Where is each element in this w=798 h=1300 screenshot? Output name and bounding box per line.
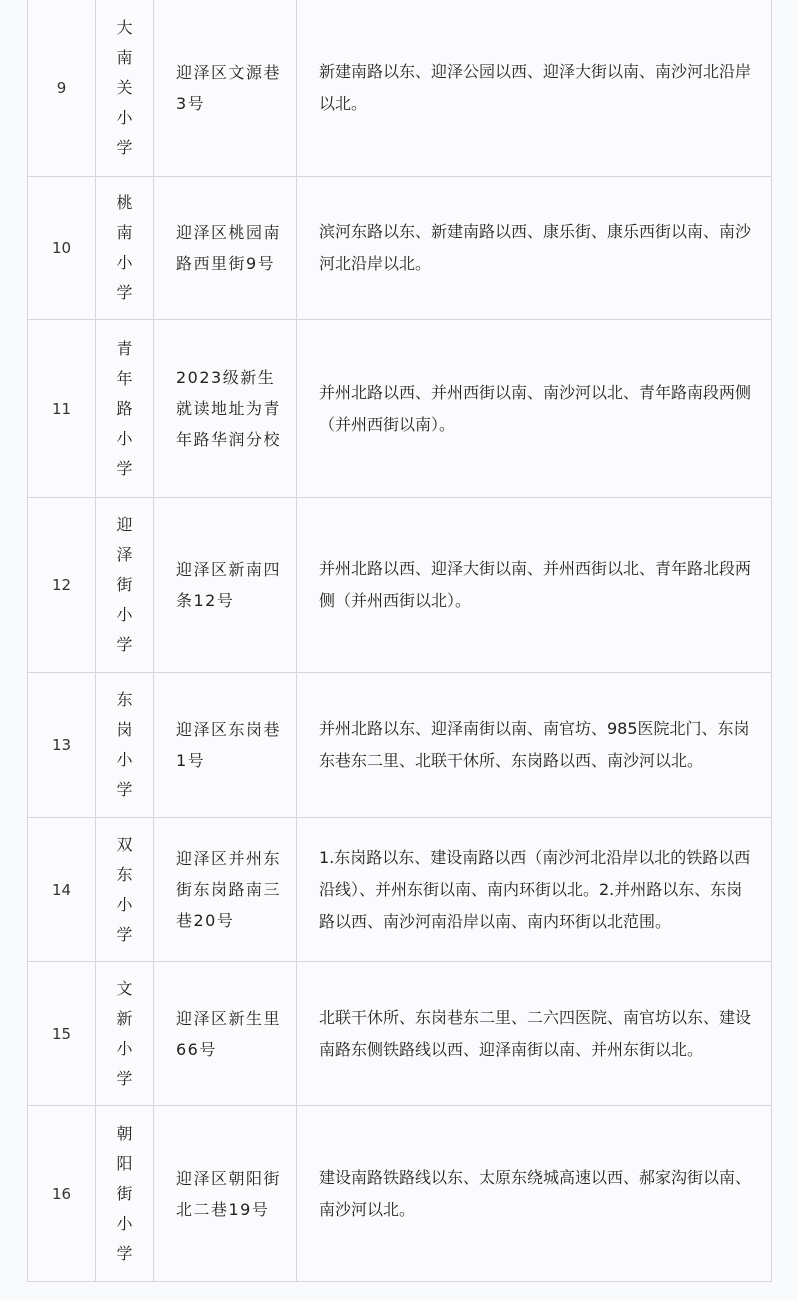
row-number: 15: [28, 962, 96, 1106]
school-name-char: 小: [116, 428, 133, 448]
school-name-char: 街: [116, 575, 133, 594]
enrollment-range: 并州北路以东、迎泽南街以南、南官坊、985医院北门、东岗东巷东二里、北联干休所、东岗路以西、南沙河以北。: [297, 673, 772, 818]
enrollment-range: 滨河东路以东、新建南路以西、康乐街、康乐西街以南、南沙河北沿岸以北。: [297, 177, 772, 320]
table-row: [28, 673, 772, 818]
school-name-char: 小: [116, 253, 133, 272]
school-name-char: 路: [116, 398, 133, 418]
school-name-char: 东: [116, 690, 133, 709]
school-name-char: 阳: [116, 1153, 133, 1173]
school-name-char: 学: [116, 1068, 133, 1088]
school-name: [96, 818, 154, 962]
table-row: [28, 818, 772, 962]
row-number: 12: [28, 498, 96, 673]
school-name: [96, 673, 154, 818]
row-number: 14: [28, 818, 96, 962]
enrollment-range: 1.东岗路以东、建设南路以西（南沙河北沿岸以北的铁路以西沿线）、并州东街以南、南内环街以北。2.并州路以东、东岗路以西、南沙河南沿岸以南、南内环街以北范围。: [297, 818, 772, 962]
school-name-char: 学: [116, 780, 133, 799]
school-name-char: 街: [116, 1183, 133, 1203]
school-name-char: 朝: [116, 1123, 133, 1143]
enrollment-range: 北联干休所、东岗巷东二里、二六四医院、南官坊以东、建设南路东侧铁路线以西、迎泽南街以南、并州东街以北。: [297, 962, 772, 1106]
enrollment-range: 并州北路以西、迎泽大街以南、并州西街以北、青年路北段两侧（并州西街以北）。: [297, 498, 772, 673]
school-address: 迎泽区东岗巷1号: [154, 673, 297, 818]
school-name-char: 南: [116, 48, 133, 67]
school-name: [96, 177, 154, 320]
school-address: 迎泽区新南四条12号: [154, 498, 297, 673]
school-address: 迎泽区桃园南路西里街9号: [154, 177, 297, 320]
school-name-char: 学: [116, 1243, 133, 1263]
school-address: 迎泽区文源巷3号: [154, 0, 297, 177]
school-name-char: 学: [116, 283, 133, 302]
school-district-table-container: [27, 0, 771, 1282]
table-row: [28, 0, 772, 177]
row-number: 11: [28, 320, 96, 498]
row-number: 9: [28, 0, 96, 177]
row-number: 13: [28, 673, 96, 818]
school-name-char: 小: [116, 1213, 133, 1233]
school-name-char: 大: [116, 18, 133, 37]
school-name-char: 东: [116, 864, 133, 884]
enrollment-range: 建设南路铁路线以东、太原东绕城高速以西、郝家沟街以南、南沙河以北。: [297, 1106, 772, 1282]
school-name-char: 桃: [116, 193, 133, 212]
school-name: [96, 498, 154, 673]
school-name-char: 青: [116, 338, 133, 358]
school-name: [96, 1106, 154, 1282]
enrollment-range: 并州北路以西、并州西街以南、南沙河以北、青年路南段两侧（并州西街以南）。: [297, 320, 772, 498]
school-name-char: 岗: [116, 720, 133, 739]
school-name-char: 小: [116, 750, 133, 769]
school-name-char: 小: [116, 1038, 133, 1058]
school-name-char: 学: [116, 635, 133, 654]
table-row: [28, 177, 772, 320]
school-name-char: 泽: [116, 545, 133, 564]
row-number: 16: [28, 1106, 96, 1282]
school-name-char: 年: [116, 368, 133, 388]
school-name-char: 南: [116, 223, 133, 242]
school-name-char: 小: [116, 894, 133, 914]
school-name-char: 新: [116, 1008, 133, 1028]
school-name-char: 迎: [116, 515, 133, 534]
school-address: 迎泽区并州东街东岗路南三巷20号: [154, 818, 297, 962]
school-name-char: 双: [116, 834, 133, 854]
table-row: [28, 962, 772, 1106]
school-name-char: 学: [116, 458, 133, 478]
school-name-char: 学: [116, 924, 133, 944]
row-number: 10: [28, 177, 96, 320]
school-address: 2023级新生就读地址为青年路华润分校: [154, 320, 297, 498]
table-row: [28, 498, 772, 673]
school-name-char: 学: [116, 138, 133, 157]
school-name-char: 文: [116, 978, 133, 998]
enrollment-range: 新建南路以东、迎泽公园以西、迎泽大街以南、南沙河北沿岸以北。: [297, 0, 772, 177]
table-row: [28, 320, 772, 498]
school-address: 迎泽区朝阳街北二巷19号: [154, 1106, 297, 1282]
school-name: [96, 320, 154, 498]
school-address: 迎泽区新生里66号: [154, 962, 297, 1106]
table-body: [28, 0, 772, 1282]
table-row: [28, 1106, 772, 1282]
school-name: [96, 0, 154, 177]
school-name-char: 关: [116, 78, 133, 97]
school-name-char: 小: [116, 108, 133, 127]
school-name: [96, 962, 154, 1106]
school-district-table: [27, 0, 772, 1282]
school-name-char: 小: [116, 605, 133, 624]
